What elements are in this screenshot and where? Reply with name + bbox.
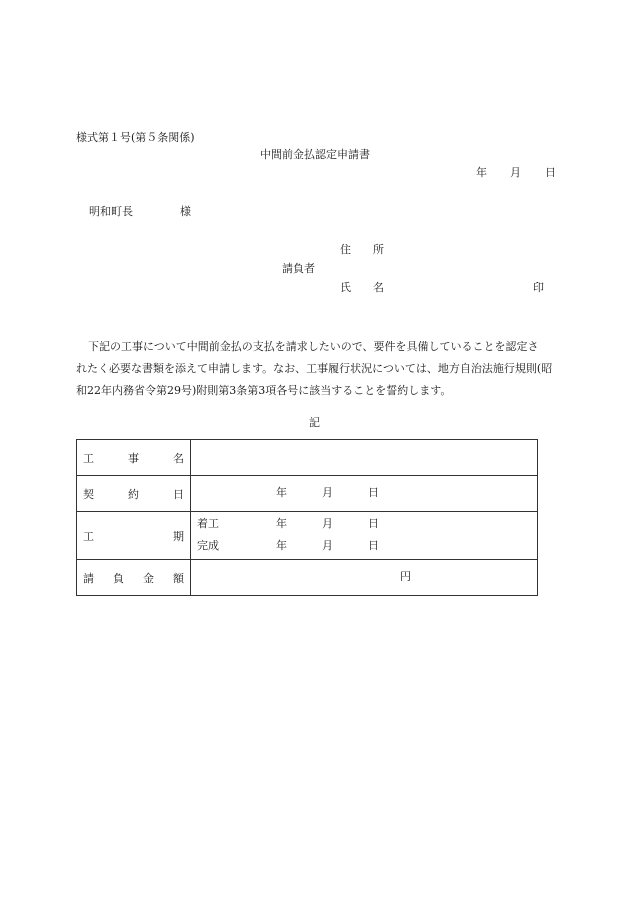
date-day-label: 日 — [545, 166, 556, 179]
table-row-contract-date — [77, 476, 538, 512]
label-char: 額 — [173, 571, 184, 585]
contract-year-label: 年 — [276, 486, 287, 499]
label-char: 金 — [143, 571, 154, 585]
date-month-label: 月 — [510, 166, 521, 179]
label-char: 契 — [83, 487, 94, 501]
completion-day-label: 日 — [368, 539, 379, 552]
label-char: 約 — [128, 487, 139, 501]
addressee-name: 明和町長 — [89, 205, 133, 218]
label-char: 請 — [83, 571, 94, 585]
form-number: 様式第１号(第５条関係) — [76, 131, 195, 144]
completion-month-label: 月 — [322, 539, 333, 552]
declaration-text — [76, 336, 560, 402]
declaration-line-3: 和22年内務省令第29号)附則第3条第3項各号に該当することを誓約します。 — [76, 384, 452, 397]
contract-month-label: 月 — [322, 486, 333, 499]
construction-name-label — [77, 440, 191, 476]
name-label-char-1: 氏 — [340, 281, 351, 294]
completion-year-label: 年 — [276, 539, 287, 552]
label-char: 負 — [113, 571, 124, 585]
detail-table — [76, 439, 538, 596]
seal-mark: 印 — [533, 281, 544, 294]
ki-heading: 記 — [309, 416, 320, 429]
label-char: 名 — [173, 451, 184, 465]
date-year-label: 年 — [476, 166, 487, 179]
start-day-label: 日 — [368, 517, 379, 530]
construction-name-field[interactable] — [191, 440, 538, 476]
document-title: 中間前金払認定申請書 — [260, 148, 370, 161]
table-row-construction-name — [77, 440, 538, 476]
declaration-line-1: 下記の工事について中間前金払の支払を請求したいので、要件を具備していることを認定さ — [88, 340, 539, 353]
contractor-label: 請負者 — [282, 262, 315, 275]
label-char: 事 — [128, 451, 139, 465]
contract-day-label: 日 — [368, 486, 379, 499]
addressee-honorific: 様 — [180, 205, 191, 218]
amount-field[interactable] — [191, 560, 538, 596]
period-field[interactable] — [191, 512, 538, 560]
contract-date-label — [77, 476, 191, 512]
label-char: 日 — [173, 487, 184, 501]
start-year-label: 年 — [276, 517, 287, 530]
table-row-amount — [77, 560, 538, 596]
address-label-char-1: 住 — [340, 243, 351, 256]
yen-unit: 円 — [400, 570, 411, 583]
table-row-period — [77, 512, 538, 560]
completion-label: 完成 — [197, 539, 219, 552]
label-char: 期 — [173, 529, 184, 543]
contract-date-field[interactable] — [191, 476, 538, 512]
start-month-label: 月 — [322, 517, 333, 530]
label-char: 工 — [83, 529, 94, 543]
declaration-line-2: れたく必要な書類を添えて申請します。なお、工事履行状況については、地方自治法施行規則(昭 — [76, 362, 553, 375]
period-label — [77, 512, 191, 560]
name-label-char-2: 名 — [373, 281, 384, 294]
label-char: 工 — [83, 451, 94, 465]
amount-label — [77, 560, 191, 596]
start-label: 着工 — [197, 517, 219, 530]
address-label-char-2: 所 — [373, 243, 384, 256]
